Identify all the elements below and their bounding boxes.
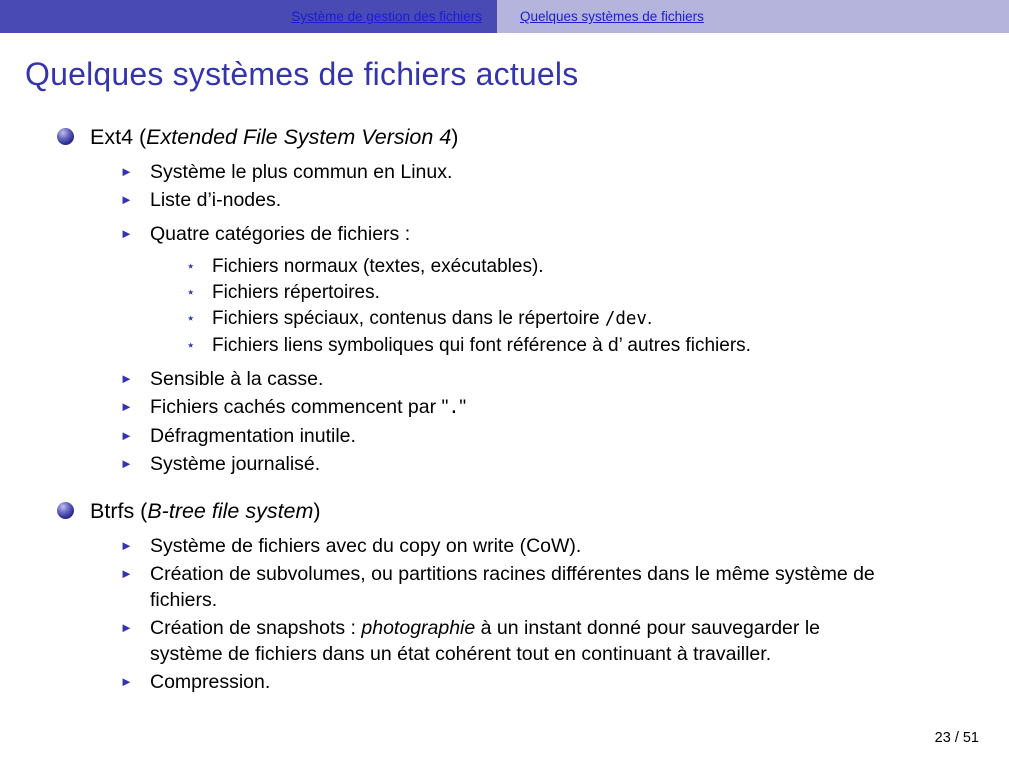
list-item	[0, 123, 1009, 151]
navigation-bar	[0, 0, 1009, 33]
list-item	[0, 669, 1009, 695]
triangle-bullet-icon: ►	[120, 226, 133, 241]
triangle-bullet-icon: ►	[120, 428, 133, 443]
triangle-bullet-icon: ►	[120, 674, 133, 689]
triangle-bullet-icon: ►	[120, 164, 133, 179]
list-item-text: Compression.	[150, 671, 271, 693]
star-bullet-icon: ⋆	[186, 284, 196, 301]
triangle-bullet-icon: ►	[120, 538, 133, 553]
list-item	[0, 615, 1009, 667]
list-item-text: Fichiers répertoires.	[212, 282, 380, 303]
slide-title: Quelques systèmes de fichiers actuels	[25, 56, 579, 92]
list-item-text: Création de snapshots : photographie à un instant donné pour sauvegarder le système de fichiers dans un état cohérent tout en continuant à travailler.	[150, 617, 820, 665]
list-item-text: Sensible à la casse.	[150, 368, 324, 390]
list-item	[0, 423, 1009, 449]
list-item	[0, 533, 1009, 559]
outline-list	[0, 123, 1009, 695]
list-item-text: Système journalisé.	[150, 453, 321, 475]
list-item	[0, 394, 1009, 421]
star-bullet-icon: ⋆	[186, 258, 196, 275]
list-item-text: Défragmentation inutile.	[150, 425, 356, 447]
list-item	[0, 221, 1009, 247]
star-bullet-icon: ⋆	[186, 310, 196, 327]
list-item-text: Fichiers normaux (textes, exécutables).	[212, 256, 544, 277]
triangle-bullet-icon: ►	[120, 371, 133, 386]
nav-link-section[interactable]: Système de gestion des fichiers	[291, 9, 482, 24]
star-bullet-icon: ⋆	[186, 337, 196, 354]
ball-bullet-icon	[57, 502, 74, 519]
list-item-text: Ext4 (Extended File System Version 4)	[90, 125, 459, 149]
nav-link-subsection[interactable]: Quelques systèmes de fichiers	[520, 9, 704, 24]
list-item	[0, 333, 1009, 358]
list-item-text: Quatre catégories de fichiers :	[150, 223, 411, 245]
triangle-bullet-icon: ►	[120, 566, 133, 581]
list-item	[0, 561, 1009, 613]
nav-section-current	[0, 0, 497, 33]
list-item	[0, 254, 1009, 279]
page-number: 23 / 51	[934, 730, 979, 746]
list-item	[0, 451, 1009, 477]
list-item-text: Système le plus commun en Linux.	[150, 161, 453, 183]
triangle-bullet-icon: ►	[120, 192, 133, 207]
list-item	[0, 497, 1009, 525]
ball-bullet-icon	[57, 128, 74, 145]
list-item	[0, 187, 1009, 213]
triangle-bullet-icon: ►	[120, 456, 133, 471]
triangle-bullet-icon: ►	[120, 399, 133, 414]
list-item-text: Création de subvolumes, ou partitions racines différentes dans le même système de fichiers.	[150, 563, 875, 611]
list-item	[0, 366, 1009, 392]
list-item	[0, 159, 1009, 185]
list-item-text: Fichiers spéciaux, contenus dans le répertoire /dev.	[212, 308, 653, 329]
list-item-text: Système de fichiers avec du copy on write (CoW).	[150, 535, 582, 557]
list-item	[0, 280, 1009, 305]
list-item-text: Btrfs (B-tree file system)	[90, 499, 321, 523]
list-item-text: Fichiers cachés commencent par "."	[150, 396, 467, 418]
list-item-text: Fichiers liens symboliques qui font référence à d’ autres fichiers.	[212, 335, 751, 356]
list-item-text: Liste d’i-nodes.	[150, 189, 282, 211]
triangle-bullet-icon: ►	[120, 620, 133, 635]
nav-subsection-current	[497, 0, 1009, 33]
list-item	[0, 306, 1009, 332]
